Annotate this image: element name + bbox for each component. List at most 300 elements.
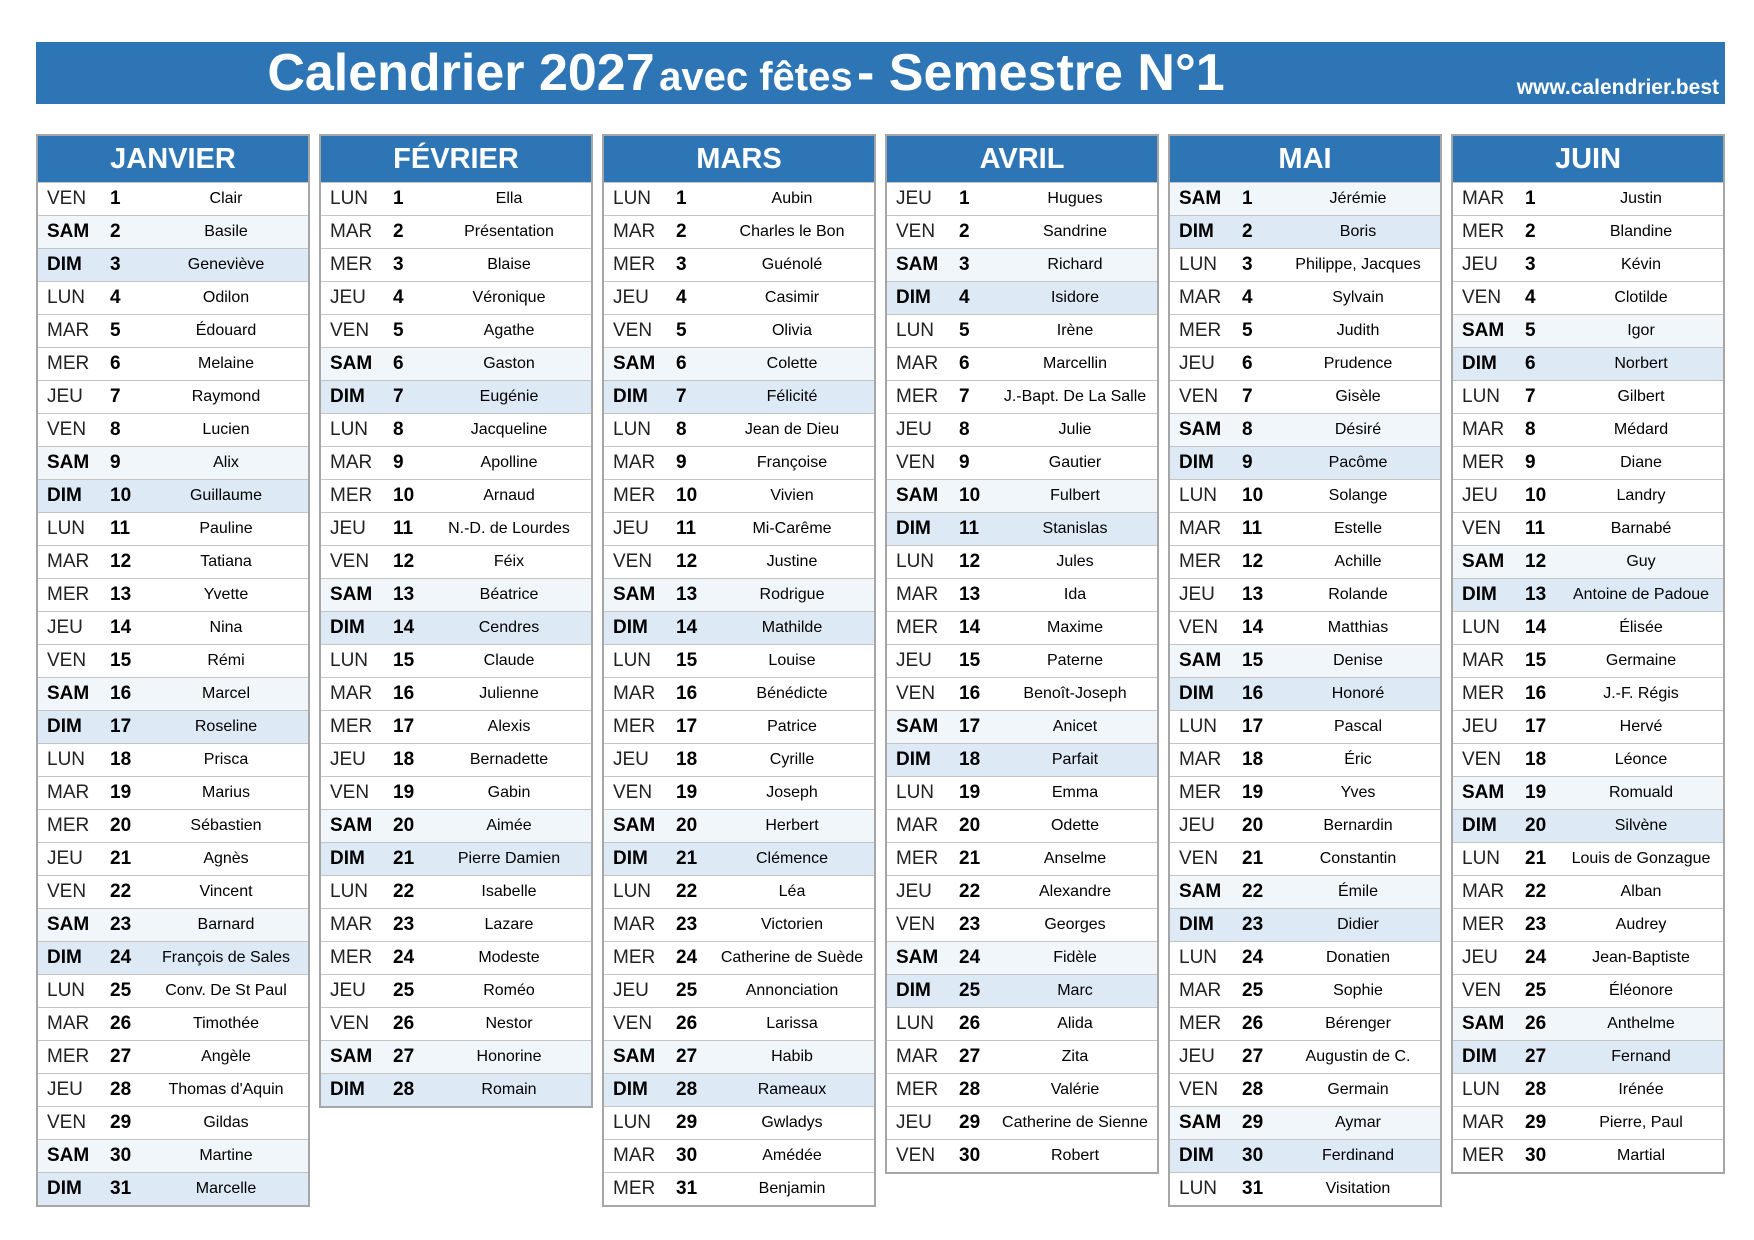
weekday-label: LUN (613, 881, 652, 902)
day-row (321, 941, 591, 974)
day-row (604, 1007, 874, 1040)
day-row (887, 281, 1157, 314)
day-number: 12 (959, 551, 981, 572)
day-row (38, 809, 308, 842)
weekday-label: LUN (1179, 254, 1218, 275)
saint-name: Anicet (1052, 718, 1098, 735)
day-number: 5 (1242, 320, 1253, 341)
day-number: 2 (393, 221, 404, 242)
saint-name: Nestor (485, 1015, 533, 1032)
saint-name: Marius (201, 784, 250, 801)
day-row (887, 479, 1157, 512)
day-row (321, 710, 591, 743)
saint-name: Catherine de Sienne (1002, 1114, 1148, 1131)
weekday-label: LUN (1462, 848, 1501, 869)
saint-name: Igor (1627, 322, 1655, 339)
weekday-label: MAR (330, 914, 373, 935)
weekday-label: SAM (613, 584, 656, 605)
weekday-label: SAM (330, 584, 373, 605)
saint-name: Barnabé (1610, 520, 1672, 537)
day-row (1453, 875, 1723, 908)
saint-name: Justin (1620, 190, 1662, 207)
day-row (1170, 281, 1440, 314)
day-number: 9 (110, 452, 121, 473)
day-number: 15 (110, 650, 132, 671)
saint-name: François de Sales (161, 949, 291, 966)
saint-name: Martial (1616, 1147, 1665, 1164)
saint-name: N.-D. de Lourdes (448, 520, 570, 537)
day-row (321, 512, 591, 545)
day-row (604, 281, 874, 314)
day-row (321, 182, 591, 215)
saint-name: Élisée (1619, 619, 1663, 636)
day-number: 23 (1525, 914, 1547, 935)
saint-name: Sophie (1333, 982, 1383, 999)
saint-name: Odette (1050, 817, 1100, 834)
weekday-label: LUN (330, 650, 369, 671)
weekday-label: MAR (896, 1046, 939, 1067)
weekday-label: MER (330, 254, 373, 275)
day-number: 8 (393, 419, 404, 440)
weekday-label: SAM (1179, 1112, 1222, 1133)
day-number: 13 (110, 584, 132, 605)
weekday-label: SAM (1462, 320, 1505, 341)
day-number: 18 (676, 749, 698, 770)
day-row (604, 248, 874, 281)
saint-name: Arnaud (483, 487, 535, 504)
saint-name: Clair (209, 190, 243, 207)
day-row (1170, 578, 1440, 611)
day-number: 6 (1242, 353, 1253, 374)
saint-name: Louise (768, 652, 816, 669)
saint-name: Alida (1057, 1015, 1093, 1032)
weekday-label: VEN (330, 782, 370, 803)
day-number: 7 (393, 386, 404, 407)
day-row (887, 215, 1157, 248)
weekday-label: JEU (613, 749, 649, 770)
saint-name: Jean-Baptiste (1592, 949, 1690, 966)
day-number: 2 (1242, 221, 1253, 242)
day-row (38, 677, 308, 710)
saint-name: Vincent (199, 883, 253, 900)
day-row (887, 908, 1157, 941)
day-number: 1 (1242, 188, 1253, 209)
day-number: 22 (959, 881, 981, 902)
weekday-label: DIM (613, 1079, 648, 1100)
day-row (321, 677, 591, 710)
day-number: 21 (1242, 848, 1264, 869)
weekday-label: MAR (47, 551, 90, 572)
day-row (1453, 611, 1723, 644)
saint-name: Fidèle (1053, 949, 1097, 966)
saint-name: Ida (1063, 586, 1087, 603)
weekday-label: LUN (613, 650, 652, 671)
day-row (1453, 578, 1723, 611)
day-row (1453, 1106, 1723, 1139)
day-number: 20 (1525, 815, 1547, 836)
weekday-label: MER (896, 1079, 939, 1100)
weekday-label: JEU (1462, 947, 1498, 968)
saint-name: Lucien (202, 421, 250, 438)
day-row (38, 644, 308, 677)
saint-name: Jules (1056, 553, 1094, 570)
saint-name: Estelle (1333, 520, 1383, 537)
day-number: 20 (393, 815, 415, 836)
saint-name: Odilon (202, 289, 250, 306)
saint-name: Hugues (1047, 190, 1103, 207)
weekday-label: SAM (1179, 650, 1222, 671)
weekday-label: MAR (1462, 1112, 1505, 1133)
saint-name: Félicité (766, 388, 818, 405)
weekday-label: SAM (1179, 881, 1222, 902)
day-number: 11 (1242, 518, 1263, 539)
weekday-label: LUN (896, 551, 935, 572)
day-number: 20 (676, 815, 698, 836)
day-row (604, 941, 874, 974)
day-row (1453, 380, 1723, 413)
weekday-label: DIM (1462, 815, 1497, 836)
weekday-label: DIM (1179, 914, 1214, 935)
weekday-label: DIM (1179, 221, 1214, 242)
weekday-label: VEN (896, 221, 936, 242)
weekday-label: SAM (47, 914, 90, 935)
weekday-label: JEU (1462, 254, 1498, 275)
day-number: 2 (1525, 221, 1536, 242)
day-row (38, 545, 308, 578)
weekday-label: JEU (330, 287, 366, 308)
day-number: 2 (959, 221, 970, 242)
day-row (1170, 413, 1440, 446)
saint-name: Jacqueline (470, 421, 548, 438)
weekday-label: DIM (330, 386, 365, 407)
saint-name: Bérenger (1325, 1015, 1391, 1032)
day-number: 23 (110, 914, 132, 935)
day-number: 28 (110, 1079, 132, 1100)
saint-name: Isidore (1050, 289, 1100, 306)
day-number: 10 (110, 485, 132, 506)
day-number: 12 (676, 551, 698, 572)
day-row (1170, 545, 1440, 578)
day-row (321, 281, 591, 314)
day-number: 21 (393, 848, 415, 869)
saint-name: Audrey (1615, 916, 1667, 933)
day-row (887, 446, 1157, 479)
day-number: 16 (393, 683, 415, 704)
day-row (1170, 644, 1440, 677)
day-row (321, 1073, 591, 1106)
day-number: 13 (1242, 584, 1264, 605)
day-number: 27 (1242, 1046, 1264, 1067)
weekday-label: SAM (896, 716, 939, 737)
weekday-label: SAM (1179, 419, 1222, 440)
day-row (1170, 1172, 1440, 1205)
day-row (321, 446, 591, 479)
month-column (319, 134, 593, 1108)
weekday-label: MER (613, 947, 656, 968)
weekday-label: MER (1179, 1013, 1222, 1034)
day-number: 29 (676, 1112, 698, 1133)
day-row (1170, 479, 1440, 512)
day-row (38, 215, 308, 248)
weekday-label: DIM (1462, 353, 1497, 374)
weekday-label: SAM (896, 254, 939, 275)
weekday-label: MER (47, 353, 90, 374)
day-number: 25 (959, 980, 981, 1001)
day-row (321, 611, 591, 644)
day-number: 10 (1525, 485, 1547, 506)
saint-name: Sébastien (190, 817, 262, 834)
website-link[interactable]: www.calendrier.best (1516, 76, 1719, 99)
day-row (1170, 512, 1440, 545)
day-row (38, 1172, 308, 1205)
saint-name: Prudence (1323, 355, 1393, 372)
saint-name: Clémence (755, 850, 829, 867)
weekday-label: VEN (1462, 980, 1502, 1001)
day-row (1170, 1139, 1440, 1172)
month-column (885, 134, 1159, 1174)
day-row (1453, 1139, 1723, 1172)
saint-name: Valérie (1050, 1081, 1100, 1098)
saint-name: Julie (1058, 421, 1092, 438)
weekday-label: VEN (47, 1112, 87, 1133)
weekday-label: SAM (613, 1046, 656, 1067)
weekday-label: VEN (896, 914, 936, 935)
saint-name: Parfait (1051, 751, 1099, 768)
saint-name: Philippe, Jacques (1295, 256, 1421, 273)
day-number: 1 (959, 188, 970, 209)
saint-name: Silvène (1614, 817, 1668, 834)
day-number: 30 (1242, 1145, 1264, 1166)
saint-name: Benjamin (758, 1180, 826, 1197)
day-number: 7 (676, 386, 687, 407)
day-row (38, 776, 308, 809)
day-row (604, 1172, 874, 1205)
day-number: 27 (959, 1046, 981, 1067)
weekday-label: MER (896, 848, 939, 869)
saint-name: Zita (1061, 1048, 1089, 1065)
day-number: 5 (676, 320, 687, 341)
day-number: 18 (1525, 749, 1547, 770)
saint-name: Marcelle (195, 1180, 257, 1197)
weekday-label: MER (1179, 551, 1222, 572)
day-row (1453, 677, 1723, 710)
weekday-label: VEN (330, 320, 370, 341)
day-row (604, 380, 874, 413)
saint-name: Marcellin (1042, 355, 1107, 372)
day-number: 14 (393, 617, 415, 638)
day-number: 14 (676, 617, 698, 638)
day-row (604, 1139, 874, 1172)
saint-name: Amédée (762, 1147, 822, 1164)
day-number: 19 (1525, 782, 1547, 803)
day-number: 30 (1525, 1145, 1547, 1166)
day-row (321, 644, 591, 677)
day-number: 20 (1242, 815, 1264, 836)
day-number: 8 (1242, 419, 1253, 440)
month-column (1451, 134, 1725, 1174)
day-number: 27 (393, 1046, 415, 1067)
day-row (887, 578, 1157, 611)
day-row (604, 1073, 874, 1106)
day-row (887, 710, 1157, 743)
weekday-label: MAR (1179, 980, 1222, 1001)
day-row (38, 413, 308, 446)
day-number: 6 (959, 353, 970, 374)
saint-name: Anselme (1043, 850, 1107, 867)
day-row (1170, 182, 1440, 215)
day-number: 22 (110, 881, 132, 902)
saint-name: Léa (778, 883, 806, 900)
day-row (1453, 545, 1723, 578)
weekday-label: LUN (47, 749, 86, 770)
saint-name: Désiré (1334, 421, 1382, 438)
weekday-label: DIM (896, 980, 931, 1001)
weekday-label: LUN (330, 419, 369, 440)
weekday-label: VEN (1179, 1079, 1219, 1100)
saint-name: Jérémie (1329, 190, 1387, 207)
day-number: 29 (959, 1112, 981, 1133)
day-number: 26 (1525, 1013, 1547, 1034)
saint-name: Pierre, Paul (1599, 1114, 1683, 1131)
weekday-label: MER (896, 617, 939, 638)
saint-name: Paterne (1046, 652, 1104, 669)
day-row (887, 182, 1157, 215)
day-row (38, 512, 308, 545)
weekday-label: MER (613, 485, 656, 506)
day-number: 12 (110, 551, 132, 572)
day-row (1453, 248, 1723, 281)
saint-name: Aubin (771, 190, 813, 207)
weekday-label: SAM (613, 353, 656, 374)
saint-name: Jean de Dieu (744, 421, 840, 438)
day-row (321, 809, 591, 842)
weekday-label: SAM (896, 947, 939, 968)
day-number: 17 (676, 716, 698, 737)
day-row (1453, 215, 1723, 248)
day-row (887, 743, 1157, 776)
saint-name: Sylvain (1332, 289, 1384, 306)
day-row (1453, 644, 1723, 677)
saint-name: Aimée (486, 817, 532, 834)
saint-name: Victorien (761, 916, 823, 933)
saint-name: Gaston (483, 355, 535, 372)
day-number: 27 (676, 1046, 698, 1067)
saint-name: Pauline (199, 520, 253, 537)
weekday-label: MAR (1179, 749, 1222, 770)
day-row (321, 578, 591, 611)
day-row (38, 875, 308, 908)
saint-name: Tatiana (200, 553, 252, 570)
day-row (604, 347, 874, 380)
day-number: 16 (1525, 683, 1547, 704)
day-number: 18 (1242, 749, 1264, 770)
saint-name: Pascal (1333, 718, 1383, 735)
saint-name: Boris (1339, 223, 1377, 240)
day-row (38, 380, 308, 413)
day-number: 30 (110, 1145, 132, 1166)
saint-name: Germaine (1605, 652, 1677, 669)
weekday-label: LUN (330, 188, 369, 209)
day-row (38, 182, 308, 215)
month-header: MARS (604, 136, 874, 182)
day-row (38, 941, 308, 974)
day-number: 11 (110, 518, 131, 539)
day-row (887, 248, 1157, 281)
weekday-label: VEN (330, 1013, 370, 1034)
weekday-label: LUN (1462, 386, 1501, 407)
weekday-label: DIM (613, 386, 648, 407)
day-number: 8 (110, 419, 121, 440)
saint-name: Norbert (1614, 355, 1668, 372)
saint-name: Honoré (1331, 685, 1385, 702)
day-row (1453, 413, 1723, 446)
weekday-label: SAM (896, 485, 939, 506)
weekday-label: LUN (613, 419, 652, 440)
day-number: 23 (1242, 914, 1264, 935)
day-row (1453, 446, 1723, 479)
day-row (1170, 1106, 1440, 1139)
day-number: 27 (110, 1046, 132, 1067)
day-number: 20 (959, 815, 981, 836)
saint-name: Fulbert (1050, 487, 1100, 504)
weekday-label: VEN (613, 782, 653, 803)
saint-name: Bénédicte (756, 685, 828, 702)
day-row (604, 1106, 874, 1139)
weekday-label: JEU (47, 386, 83, 407)
saint-name: Ferdinand (1321, 1147, 1395, 1164)
day-number: 2 (110, 221, 121, 242)
weekday-label: MER (896, 386, 939, 407)
saint-name: Pierre Damien (457, 850, 561, 867)
weekday-label: JEU (896, 1112, 932, 1133)
saint-name: Raymond (191, 388, 261, 405)
day-number: 28 (1242, 1079, 1264, 1100)
weekday-label: MAR (47, 1013, 90, 1034)
weekday-label: JEU (330, 749, 366, 770)
weekday-label: JEU (1462, 716, 1498, 737)
weekday-label: MER (1462, 683, 1505, 704)
day-row (887, 644, 1157, 677)
day-number: 4 (1525, 287, 1536, 308)
month-header: AVRIL (887, 136, 1157, 182)
saint-name: Robert (1050, 1147, 1100, 1164)
day-number: 15 (959, 650, 981, 671)
day-row (321, 1040, 591, 1073)
weekday-label: DIM (896, 287, 931, 308)
day-number: 5 (393, 320, 404, 341)
day-row (1453, 908, 1723, 941)
weekday-label: LUN (613, 188, 652, 209)
day-number: 14 (1525, 617, 1547, 638)
weekday-label: MAR (896, 584, 939, 605)
weekday-label: SAM (47, 221, 90, 242)
saint-name: Rameaux (757, 1081, 827, 1098)
weekday-label: JEU (1462, 485, 1498, 506)
day-number: 17 (959, 716, 981, 737)
day-row (887, 776, 1157, 809)
day-row (1170, 908, 1440, 941)
saint-name: Rolande (1328, 586, 1388, 603)
day-number: 23 (676, 914, 698, 935)
day-number: 24 (110, 947, 132, 968)
weekday-label: LUN (1179, 1178, 1218, 1199)
day-row (321, 545, 591, 578)
weekday-label: MER (330, 716, 373, 737)
weekday-label: VEN (613, 320, 653, 341)
day-number: 28 (1525, 1079, 1547, 1100)
day-number: 3 (110, 254, 121, 275)
day-row (604, 545, 874, 578)
